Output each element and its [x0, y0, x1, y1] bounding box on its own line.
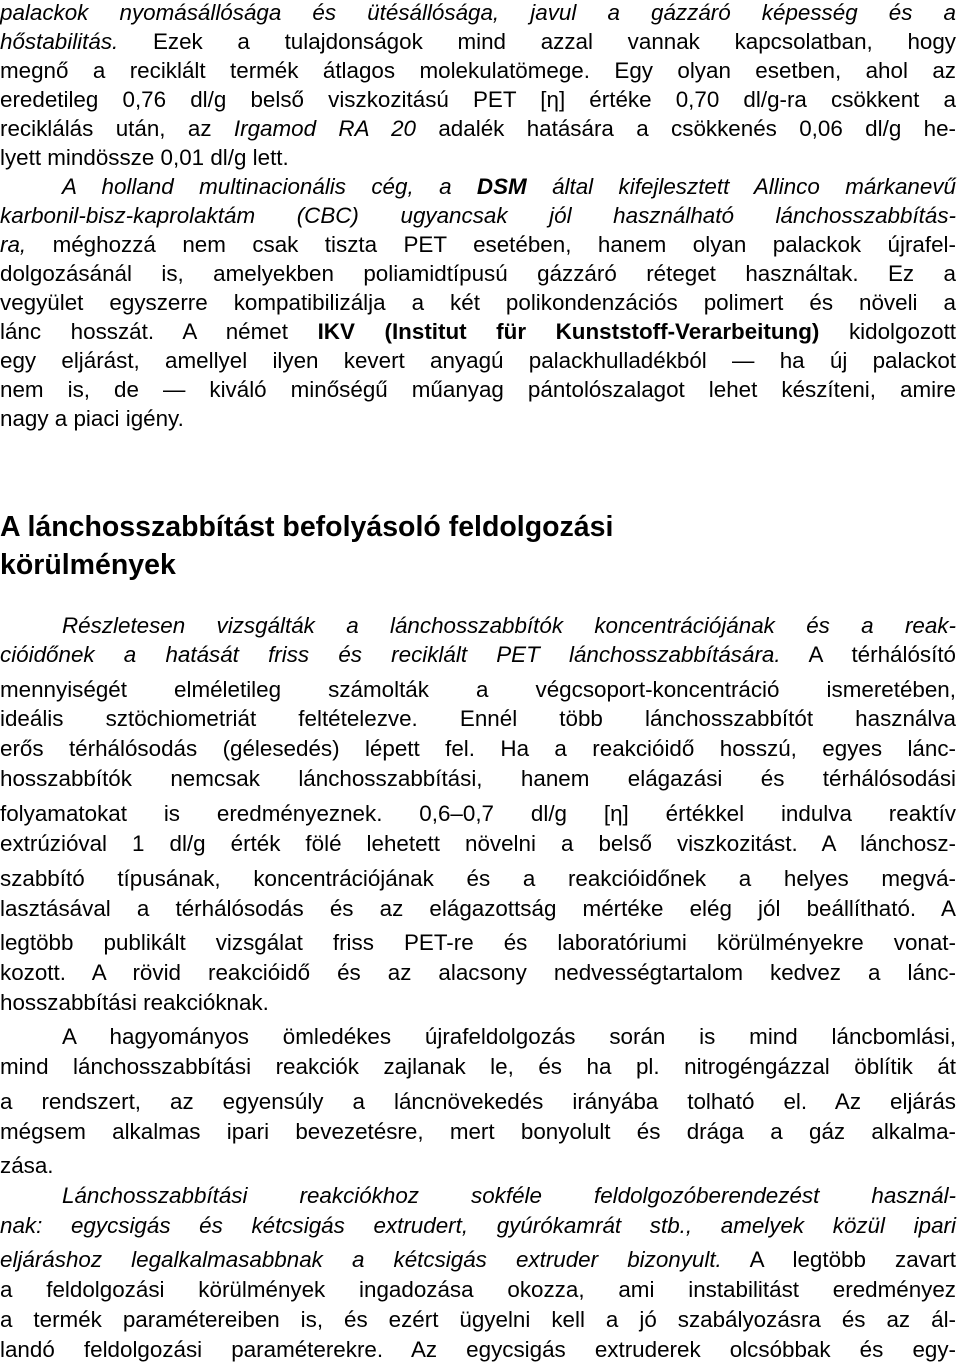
text-span: méghozzá nem csak tiszta PET esetében, hanem olyan palackok újrafel-	[26, 232, 956, 257]
text-line: a rendszert, az egyensúly a láncnövekedés irányába tolható el. Az eljárás	[0, 1089, 956, 1114]
text-line	[0, 1246, 956, 1274]
text-line: szabbító típusának, koncentrációjának és a reakcióidőnek a helyes megvá-	[0, 866, 956, 891]
text-line	[0, 28, 956, 56]
text-line	[0, 231, 956, 259]
text-span: kidolgozott	[819, 319, 957, 344]
text-line: eredetileg 0,76 dl/g belső viszkozitású PET [η] értéke 0,70 dl/g-ra csökkent a	[0, 87, 956, 112]
text-line: Részletesen vizsgálták a lánchosszabbítók koncentrációjának és a reak-	[62, 613, 956, 638]
text-line: megnő a reciklált termék átlagos molekulatömege. Egy olyan esetben, ahol az	[0, 58, 956, 83]
text-line: nem is, de — kiváló minőségű műanyag pántolószalagot lehet készíteni, amire	[0, 377, 956, 402]
text-line: zása.	[0, 1153, 54, 1178]
text-span: IKV (Institut für Kunststoff-Verarbeitung)	[317, 319, 820, 344]
text-line: mennyiségét elméletileg számolták a végcsoport-koncentráció ismeretében,	[0, 677, 956, 702]
text-line: nagy a piaci igény.	[0, 406, 184, 431]
text-line: hosszabbítási reakcióknak.	[0, 990, 269, 1015]
text-line: ideális sztöchiometriát feltételezve. Ennél több lánchosszabbítót használva	[0, 706, 956, 731]
text-line: lasztásával a térhálósodás és az elágazottság mértéke elég jól beállítható. A	[0, 896, 956, 921]
text-line: extrúzióval 1 dl/g érték fölé lehetett növelni a belső viszkozitást. A lánchosz-	[0, 831, 956, 856]
text-line	[62, 173, 956, 201]
text-span: A legtöbb zavart	[721, 1247, 957, 1272]
text-span: Irgamod RA 20	[233, 116, 416, 141]
text-line: hosszabbítók nemcsak lánchosszabbítási, hanem elágazási és térhálósodási	[0, 766, 956, 791]
text-line	[0, 318, 956, 346]
text-line: dolgozásánál is, amelyekben poliamidtípusú gázzáró réteget használtak. Ez a	[0, 261, 956, 286]
text-line: mégsem alkalmas ipari bevezetésre, mert bonyolult és drága a gáz alkalma-	[0, 1119, 956, 1144]
text-line: Lánchosszabbítási reakciókhoz sokféle feldolgozóberendezést használ-	[62, 1183, 956, 1208]
text-line: vegyület egyszerre kompatibilizálja a két polikondenzációs polimert és növeli a	[0, 290, 956, 315]
text-span: cióidőnek a hatását friss és reciklált PET lánchosszabbítására.	[0, 642, 781, 667]
text-line: legtöbb publikált vizsgálat friss PET-re és laboratóriumi körülményekre vonat-	[0, 930, 956, 955]
text-span: ra,	[0, 232, 27, 257]
text-line	[0, 641, 956, 669]
text-line	[0, 115, 956, 143]
text-line: karbonil-bisz-kaprolaktám (CBC) ugyancsak jól használható lánchosszabbítás-	[0, 203, 956, 228]
text-span: A térhálósító	[780, 642, 956, 667]
text-span: reciklálás után, az	[0, 116, 234, 141]
text-span: által kifejlesztett Allinco márkanevű	[526, 174, 956, 199]
text-span: adalék hatására a csökkenés 0,06 dl/g he-	[415, 116, 957, 141]
text-span: Ezek a tulajdonságok mind azzal vannak kapcsolatban, hogy	[118, 29, 956, 54]
text-line: A hagyományos ömledékes újrafeldolgozás során is mind láncbomlási,	[62, 1024, 956, 1049]
text-line: egy eljárást, amellyel ilyen kevert anyagú palackhulladékból — ha új palackot	[0, 348, 956, 373]
text-line: kozott. A rövid reakcióidő és az alacsony nedvességtartalom kedvez a lánc-	[0, 960, 956, 985]
text-line: a termék paramétereiben is, és ezért ügyelni kell a jó szabályozásra és az ál-	[0, 1307, 956, 1332]
section-heading: A lánchosszabbítást befolyásoló feldolgozási	[0, 511, 614, 543]
text-line: palackok nyomásállósága és ütésállósága, javul a gázzáró képesség és a	[0, 0, 956, 25]
text-line: mind lánchosszabbítási reakciók zajlanak le, és ha pl. nitrogéngázzal öblítik át	[0, 1054, 956, 1079]
text-span: hőstabilitás.	[0, 29, 119, 54]
text-line: nak: egycsigás és kétcsigás extrudert, gyúrókamrát stb., amelyek közül ipari	[0, 1213, 956, 1238]
text-line: landó feldolgozási paraméterekre. Az egycsigás extruderek olcsóbbak és egy-	[0, 1337, 956, 1362]
text-span: eljáráshoz legalkalmasabbnak a kétcsigás extruder bizonyult.	[0, 1247, 722, 1272]
text-line: folyamatokat is eredményeznek. 0,6–0,7 dl/g [η] értékkel indulva reaktív	[0, 801, 956, 826]
section-heading: körülmények	[0, 549, 176, 581]
text-span: A holland multinacionális cég, a	[62, 174, 477, 199]
text-span: DSM	[476, 174, 527, 199]
text-span: lánc hosszát. A német	[0, 319, 318, 344]
text-line: erős térhálósodás (gélesedés) lépett fel. Ha a reakcióidő hosszú, egyes lánc-	[0, 736, 956, 761]
text-line: lyett mindössze 0,01 dl/g lett.	[0, 145, 289, 170]
text-line: a feldolgozási körülmények ingadozása okozza, ami instabilitást eredményez	[0, 1277, 956, 1302]
